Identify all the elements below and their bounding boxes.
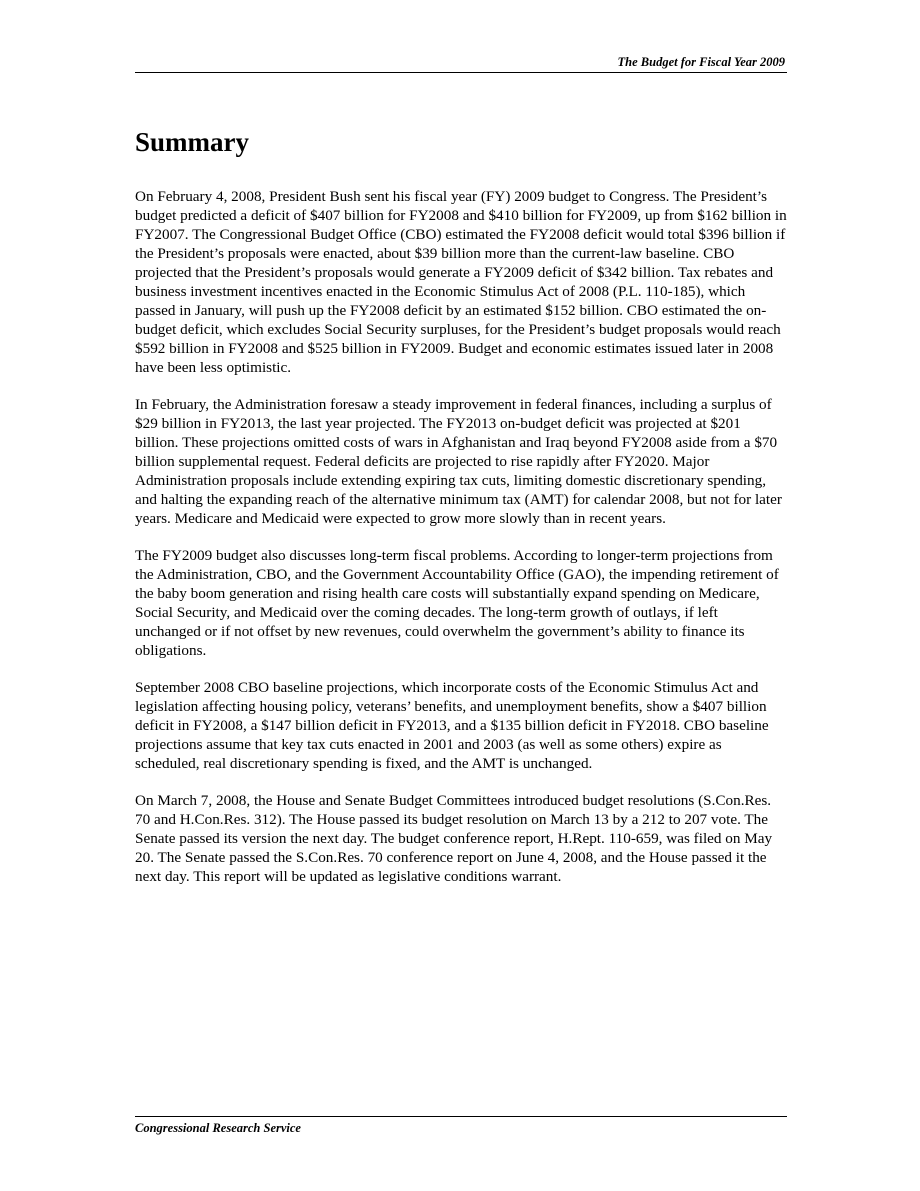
footer-divider xyxy=(135,1116,787,1117)
paragraph-1: On February 4, 2008, President Bush sent his fiscal year (FY) 2009 budget to Congress. The President’s budget predicted a deficit of $407 billion for FY2008 and $410 billion for FY2009, up from $162 billion in FY2007. The Congressional Budget Office (CBO) estimated the FY2008 deficit would total $396 billion if the President’s proposals were enacted, about $39 billion more than the current-law baseline. CBO projected that the President’s proposals would generate a FY2009 deficit of $342 billion. Tax rebates and business investment incentives enacted in the Economic Stimulus Act of 2008 (P.L. 110-185), which passed in January, will push up the FY2008 deficit by an estimated $152 billion. CBO estimated the on-budget deficit, which excludes Social Security surpluses, for the President’s budget proposals would reach $592 billion in FY2008 and $525 billion in FY2009. Budget and economic estimates issued later in 2008 have been less optimistic. xyxy=(135,188,787,376)
paragraph-4: September 2008 CBO baseline projections, which incorporate costs of the Economic Stimulus Act and legislation affecting housing policy, veterans’ benefits, and unemployment benefits, show a $407 billion deficit in FY2008, a $147 billion deficit in FY2013, and a $135 billion deficit in FY2018. CBO baseline projections assume that key tax cuts enacted in 2001 and 2003 (as well as some others) expire as scheduled, real discretionary spending is fixed, and the AMT is unchanged. xyxy=(135,679,769,772)
paragraph-2: In February, the Administration foresaw a steady improvement in federal finances, including a surplus of $29 billion in FY2013, the last year projected. The FY2013 on-budget deficit was projected at $201 billion. These projections omitted costs of wars in Afghanistan and Iraq beyond FY2008 aside from a $70 billion supplemental request. Federal deficits are projected to rise rapidly after FY2020. Major Administration proposals include extending expiring tax cuts, limiting domestic discretionary spending, and halting the expanding reach of the alternative minimum tax (AMT) for calendar 2008, but not for later years. Medicare and Medicaid were expected to grow more slowly than in recent years. xyxy=(135,396,782,527)
header-divider xyxy=(135,72,787,73)
section-heading: Summary xyxy=(135,127,249,157)
summary-section xyxy=(135,120,787,904)
running-header-title: The Budget for Fiscal Year 2009 xyxy=(617,55,785,69)
paragraph-3: The FY2009 budget also discusses long-term fiscal problems. According to longer-term projections from the Administration, CBO, and the Government Accountability Office (GAO), the impending retirement of the baby boom generation and rising health care costs will substantially expand spending on Medicare, Social Security, and Medicaid over the coming decades. The long-term growth of outlays, if left unchanged or if not offset by new revenues, could overwhelm the government’s ability to finance its obligations. xyxy=(135,547,779,659)
footer-source: Congressional Research Service xyxy=(135,1121,301,1135)
paragraph-5: On March 7, 2008, the House and Senate Budget Committees introduced budget resolutions (S.Con.Res. 70 and H.Con.Res. 312). The House passed its budget resolution on March 13 by a 212 to 207 vote. The Senate passed its version the next day. The budget conference report, H.Rept. 110-659, was filed on May 20. The Senate passed the S.Con.Res. 70 conference report on June 4, 2008, and the House passed it the next day. This report will be updated as legislative conditions warrant. xyxy=(135,792,773,885)
